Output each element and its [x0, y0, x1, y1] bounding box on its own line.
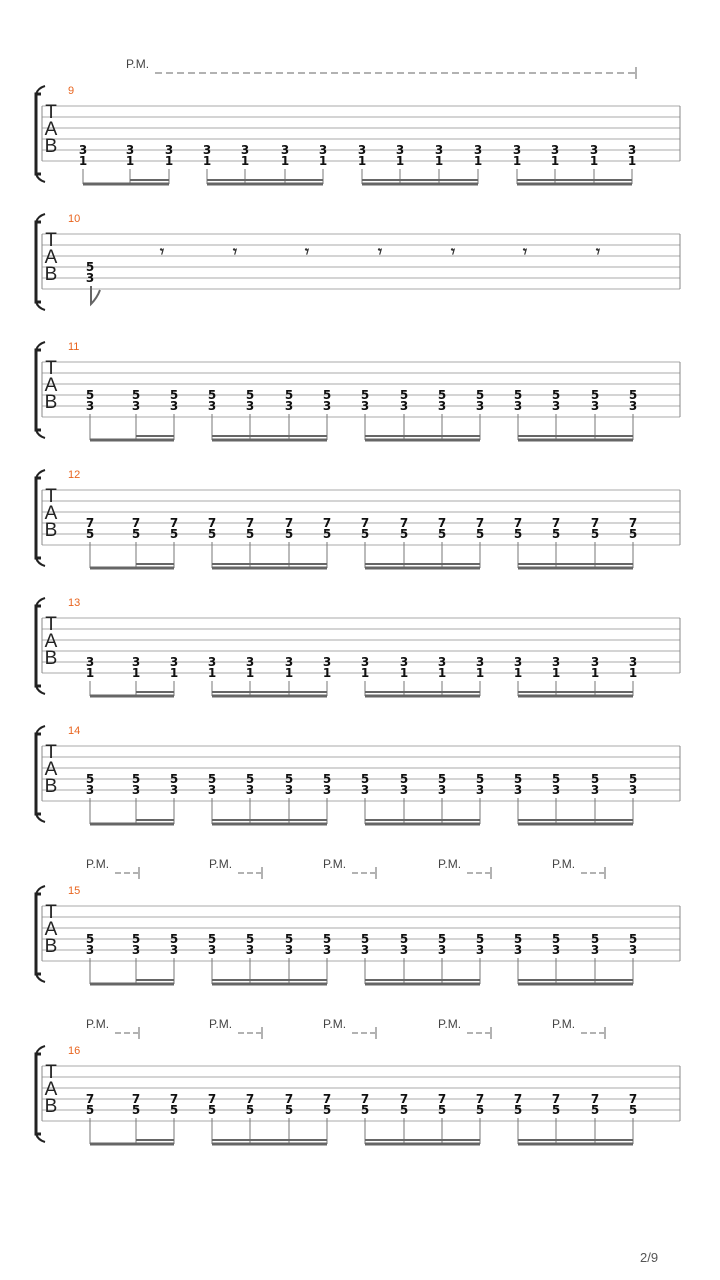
fret-number: 3 — [628, 783, 638, 797]
fret-number: 5 — [628, 527, 638, 541]
fret-number: 3 — [399, 783, 409, 797]
tab-clef-letter: T — [45, 614, 57, 635]
fret-number: 1 — [437, 666, 447, 680]
fret-number: 5 — [245, 932, 255, 946]
fret-number: 3 — [551, 655, 561, 669]
fret-number: 3 — [399, 943, 409, 957]
fret-number: 3 — [628, 399, 638, 413]
fret-number: 5 — [475, 1103, 485, 1117]
measure-number: 16 — [68, 1045, 81, 1057]
fret-number: 7 — [513, 1092, 523, 1106]
tab-clef-letter: A — [44, 503, 58, 524]
fret-number: 7 — [169, 516, 179, 530]
fret-number: 3 — [207, 655, 217, 669]
fret-number: 5 — [85, 388, 95, 402]
fret-number: 7 — [322, 516, 332, 530]
palm-mute-label: P.M. — [323, 857, 347, 871]
fret-number: 1 — [322, 666, 332, 680]
fret-number: 5 — [169, 1103, 179, 1117]
fret-number: 5 — [131, 388, 141, 402]
fret-number: 1 — [395, 154, 405, 168]
tab-clef-letter: T — [45, 102, 57, 123]
fret-number: 1 — [513, 666, 523, 680]
fret-number: 1 — [169, 666, 179, 680]
fret-number: 1 — [284, 666, 294, 680]
fret-number: 5 — [85, 932, 95, 946]
fret-number: 5 — [360, 527, 370, 541]
fret-number: 3 — [590, 943, 600, 957]
fret-number: 5 — [399, 527, 409, 541]
fret-number: 3 — [627, 143, 637, 157]
fret-number: 5 — [169, 388, 179, 402]
fret-number: 3 — [357, 143, 367, 157]
palm-mute-label: P.M. — [126, 57, 150, 71]
fret-number: 3 — [169, 399, 179, 413]
system-bracket — [36, 94, 41, 174]
fret-number: 5 — [513, 527, 523, 541]
tab-clef-letter: T — [45, 1062, 57, 1083]
fret-number: 5 — [399, 1103, 409, 1117]
fret-number: 1 — [627, 154, 637, 168]
tab-system-11 — [36, 341, 680, 440]
fret-number: 3 — [125, 143, 135, 157]
fret-number: 3 — [513, 655, 523, 669]
fret-number: 7 — [513, 516, 523, 530]
fret-number: 7 — [360, 1092, 370, 1106]
fret-number: 7 — [85, 516, 95, 530]
fret-number: 5 — [437, 388, 447, 402]
fret-number: 5 — [360, 932, 370, 946]
fret-number: 1 — [78, 154, 88, 168]
fret-number: 7 — [590, 516, 600, 530]
fret-number: 5 — [131, 772, 141, 786]
fret-number: 7 — [551, 1092, 561, 1106]
fret-number: 5 — [245, 527, 255, 541]
fret-number: 1 — [551, 666, 561, 680]
system-bracket — [36, 222, 41, 302]
fret-number: 7 — [628, 1092, 638, 1106]
tab-clef-letter: A — [44, 375, 58, 396]
fret-number: 3 — [78, 143, 88, 157]
palm-mute-label: P.M. — [552, 857, 576, 871]
fret-number: 5 — [437, 1103, 447, 1117]
fret-number: 3 — [589, 143, 599, 157]
fret-number: 5 — [360, 1103, 370, 1117]
fret-number: 3 — [475, 783, 485, 797]
measure-number: 15 — [68, 885, 81, 897]
fret-number: 5 — [131, 1103, 141, 1117]
fret-number: 3 — [284, 399, 294, 413]
fret-number: 3 — [284, 655, 294, 669]
fret-number: 3 — [551, 943, 561, 957]
fret-number: 1 — [280, 154, 290, 168]
fret-number: 5 — [207, 772, 217, 786]
fret-number: 5 — [85, 260, 95, 274]
fret-number: 5 — [628, 1103, 638, 1117]
fret-number: 7 — [399, 516, 409, 530]
tab-system-12 — [36, 469, 680, 568]
fret-number: 1 — [131, 666, 141, 680]
fret-number: 3 — [240, 143, 250, 157]
fret-number: 3 — [284, 943, 294, 957]
fret-number: 3 — [131, 655, 141, 669]
fret-number: 1 — [240, 154, 250, 168]
fret-number: 3 — [513, 943, 523, 957]
fret-number: 5 — [85, 772, 95, 786]
fret-number: 3 — [169, 783, 179, 797]
system-bracket — [36, 350, 41, 430]
fret-number: 5 — [551, 388, 561, 402]
system-bracket — [36, 606, 41, 686]
eighth-rest: 𝄾 — [522, 242, 528, 261]
tab-clef-letter: A — [44, 119, 58, 140]
fret-number: 5 — [590, 388, 600, 402]
fret-number: 7 — [322, 1092, 332, 1106]
fret-number: 3 — [322, 943, 332, 957]
fret-number: 7 — [169, 1092, 179, 1106]
fret-number: 3 — [207, 943, 217, 957]
page-number: 2/9 — [640, 1250, 659, 1265]
fret-number: 7 — [284, 1092, 294, 1106]
fret-number: 3 — [551, 399, 561, 413]
fret-number: 3 — [399, 399, 409, 413]
palm-mute-label: P.M. — [86, 857, 110, 871]
fret-number: 5 — [399, 388, 409, 402]
fret-number: 3 — [590, 399, 600, 413]
fret-number: 1 — [164, 154, 174, 168]
fret-number: 3 — [437, 943, 447, 957]
fret-number: 7 — [284, 516, 294, 530]
fret-number: 7 — [551, 516, 561, 530]
fret-number: 3 — [245, 943, 255, 957]
fret-number: 5 — [322, 388, 332, 402]
fret-number: 3 — [202, 143, 212, 157]
tab-clef-letter: T — [45, 486, 57, 507]
fret-number: 5 — [85, 527, 95, 541]
fret-number: 5 — [169, 932, 179, 946]
tab-clef-letter: A — [44, 631, 58, 652]
fret-number: 5 — [551, 772, 561, 786]
fret-number: 3 — [131, 399, 141, 413]
fret-number: 3 — [475, 943, 485, 957]
fret-number: 5 — [399, 932, 409, 946]
fret-number: 7 — [399, 1092, 409, 1106]
tab-clef-letter: B — [44, 136, 58, 157]
system-bracket — [36, 1054, 41, 1134]
fret-number: 3 — [169, 943, 179, 957]
fret-number: 3 — [245, 399, 255, 413]
tab-system-10 — [36, 213, 680, 310]
tab-clef-letter: A — [44, 919, 58, 940]
fret-number: 3 — [360, 655, 370, 669]
fret-number: 3 — [280, 143, 290, 157]
fret-number: 3 — [475, 399, 485, 413]
tab-clef-letter: T — [45, 902, 57, 923]
fret-number: 3 — [512, 143, 522, 157]
fret-number: 3 — [437, 399, 447, 413]
fret-number: 5 — [437, 527, 447, 541]
tab-system-15 — [36, 857, 680, 984]
fret-number: 3 — [513, 399, 523, 413]
fret-number: 5 — [513, 1103, 523, 1117]
fret-number: 3 — [360, 783, 370, 797]
fret-number: 5 — [131, 527, 141, 541]
tab-system-13 — [36, 597, 680, 696]
palm-mute-label: P.M. — [209, 857, 233, 871]
tab-clef-letter: B — [44, 776, 58, 797]
fret-number: 5 — [284, 1103, 294, 1117]
palm-mute-label: P.M. — [552, 1017, 576, 1031]
eighth-rest: 𝄾 — [450, 242, 456, 261]
fret-number: 1 — [589, 154, 599, 168]
measure-number: 11 — [68, 341, 80, 353]
fret-number: 1 — [512, 154, 522, 168]
fret-number: 5 — [85, 1103, 95, 1117]
palm-mute-label: P.M. — [438, 1017, 462, 1031]
fret-number: 3 — [207, 783, 217, 797]
fret-number: 3 — [550, 143, 560, 157]
fret-number: 3 — [628, 655, 638, 669]
fret-number: 5 — [590, 932, 600, 946]
fret-number: 3 — [85, 655, 95, 669]
fret-number: 7 — [207, 516, 217, 530]
tab-system-14 — [36, 725, 680, 824]
fret-number: 3 — [475, 655, 485, 669]
fret-number: 3 — [245, 783, 255, 797]
fret-number: 5 — [284, 527, 294, 541]
fret-number: 7 — [131, 1092, 141, 1106]
fret-number: 5 — [628, 388, 638, 402]
fret-number: 5 — [513, 932, 523, 946]
fret-number: 1 — [399, 666, 409, 680]
tab-clef-letter: A — [44, 247, 58, 268]
measure-number: 12 — [68, 469, 81, 481]
tab-clef-letter: B — [44, 648, 58, 669]
fret-number: 7 — [437, 1092, 447, 1106]
fret-number: 1 — [473, 154, 483, 168]
fret-number: 3 — [245, 655, 255, 669]
fret-number: 1 — [475, 666, 485, 680]
fret-number: 5 — [245, 1103, 255, 1117]
fret-number: 7 — [628, 516, 638, 530]
fret-number: 7 — [207, 1092, 217, 1106]
fret-number: 3 — [437, 783, 447, 797]
fret-number: 3 — [322, 655, 332, 669]
palm-mute-label: P.M. — [86, 1017, 110, 1031]
eighth-rest: 𝄾 — [232, 242, 238, 261]
fret-number: 7 — [131, 516, 141, 530]
fret-number: 5 — [628, 772, 638, 786]
fret-number: 5 — [322, 932, 332, 946]
fret-number: 3 — [85, 943, 95, 957]
fret-number: 5 — [284, 932, 294, 946]
fret-number: 3 — [399, 655, 409, 669]
fret-number: 5 — [590, 527, 600, 541]
fret-number: 1 — [434, 154, 444, 168]
fret-number: 3 — [551, 783, 561, 797]
fret-number: 5 — [169, 527, 179, 541]
fret-number: 1 — [318, 154, 328, 168]
fret-number: 3 — [284, 783, 294, 797]
fret-number: 3 — [628, 943, 638, 957]
fret-number: 5 — [360, 772, 370, 786]
eighth-rest: 𝄾 — [377, 242, 383, 261]
fret-number: 7 — [360, 516, 370, 530]
fret-number: 3 — [85, 399, 95, 413]
fret-number: 3 — [85, 783, 95, 797]
fret-number: 7 — [245, 1092, 255, 1106]
fret-number: 1 — [207, 666, 217, 680]
tab-clef-letter: T — [45, 742, 57, 763]
eighth-rest: 𝄾 — [304, 242, 310, 261]
palm-mute-label: P.M. — [438, 857, 462, 871]
fret-number: 5 — [245, 772, 255, 786]
fret-number: 3 — [434, 143, 444, 157]
fret-number: 3 — [131, 783, 141, 797]
fret-number: 5 — [590, 772, 600, 786]
measure-number: 13 — [68, 597, 81, 609]
fret-number: 5 — [284, 772, 294, 786]
fret-number: 5 — [399, 772, 409, 786]
fret-number: 1 — [85, 666, 95, 680]
fret-number: 5 — [475, 772, 485, 786]
fret-number: 5 — [322, 1103, 332, 1117]
fret-number: 5 — [437, 772, 447, 786]
tab-clef-letter: T — [45, 230, 57, 251]
fret-number: 5 — [513, 388, 523, 402]
fret-number: 3 — [395, 143, 405, 157]
fret-number: 1 — [628, 666, 638, 680]
fret-number: 5 — [322, 527, 332, 541]
fret-number: 1 — [357, 154, 367, 168]
fret-number: 5 — [590, 1103, 600, 1117]
system-bracket — [36, 478, 41, 558]
fret-number: 3 — [473, 143, 483, 157]
fret-number: 5 — [322, 772, 332, 786]
fret-number: 5 — [207, 932, 217, 946]
fret-number: 1 — [360, 666, 370, 680]
fret-number: 7 — [437, 516, 447, 530]
fret-number: 5 — [551, 932, 561, 946]
fret-number: 5 — [207, 388, 217, 402]
fret-number: 3 — [207, 399, 217, 413]
fret-number: 1 — [125, 154, 135, 168]
fret-number: 7 — [245, 516, 255, 530]
fret-number: 7 — [590, 1092, 600, 1106]
eighth-rest: 𝄾 — [595, 242, 601, 261]
fret-number: 5 — [475, 527, 485, 541]
measure-number: 9 — [68, 85, 75, 97]
tab-clef-letter: B — [44, 264, 58, 285]
fret-number: 1 — [245, 666, 255, 680]
tab-clef-letter: B — [44, 520, 58, 541]
fret-number: 5 — [551, 1103, 561, 1117]
fret-number: 3 — [590, 655, 600, 669]
palm-mute-label: P.M. — [323, 1017, 347, 1031]
tab-clef-letter: T — [45, 358, 57, 379]
fret-number: 5 — [284, 388, 294, 402]
fret-number: 7 — [475, 516, 485, 530]
fret-number: 7 — [85, 1092, 95, 1106]
fret-number: 5 — [551, 527, 561, 541]
fret-number: 3 — [169, 655, 179, 669]
fret-number: 5 — [207, 1103, 217, 1117]
fret-number: 3 — [322, 783, 332, 797]
fret-number: 3 — [513, 783, 523, 797]
fret-number: 5 — [207, 527, 217, 541]
fret-number: 3 — [360, 943, 370, 957]
tab-clef-letter: B — [44, 392, 58, 413]
fret-number: 3 — [164, 143, 174, 157]
palm-mute-label: P.M. — [209, 1017, 233, 1031]
measure-number: 10 — [68, 213, 81, 225]
fret-number: 3 — [360, 399, 370, 413]
fret-number: 3 — [590, 783, 600, 797]
fret-number: 5 — [513, 772, 523, 786]
system-bracket — [36, 734, 41, 814]
fret-number: 3 — [437, 655, 447, 669]
fret-number: 5 — [475, 932, 485, 946]
fret-number: 3 — [131, 943, 141, 957]
system-bracket — [36, 894, 41, 974]
fret-number: 5 — [245, 388, 255, 402]
tab-system-9 — [36, 57, 680, 184]
tab-clef-letter: B — [44, 936, 58, 957]
fret-number: 5 — [628, 932, 638, 946]
fret-number: 3 — [322, 399, 332, 413]
tab-clef-letter: B — [44, 1096, 58, 1117]
fret-number: 5 — [437, 932, 447, 946]
tab-clef-letter: A — [44, 1079, 58, 1100]
tab-system-16 — [36, 1017, 680, 1144]
fret-number: 7 — [475, 1092, 485, 1106]
tab-clef-letter: A — [44, 759, 58, 780]
fret-number: 3 — [85, 271, 95, 285]
eighth-rest: 𝄾 — [159, 242, 165, 261]
fret-number: 1 — [550, 154, 560, 168]
fret-number: 5 — [169, 772, 179, 786]
fret-number: 5 — [360, 388, 370, 402]
fret-number: 5 — [131, 932, 141, 946]
fret-number: 3 — [318, 143, 328, 157]
fret-number: 5 — [475, 388, 485, 402]
measure-number: 14 — [68, 725, 81, 737]
fret-number: 1 — [202, 154, 212, 168]
fret-number: 1 — [590, 666, 600, 680]
